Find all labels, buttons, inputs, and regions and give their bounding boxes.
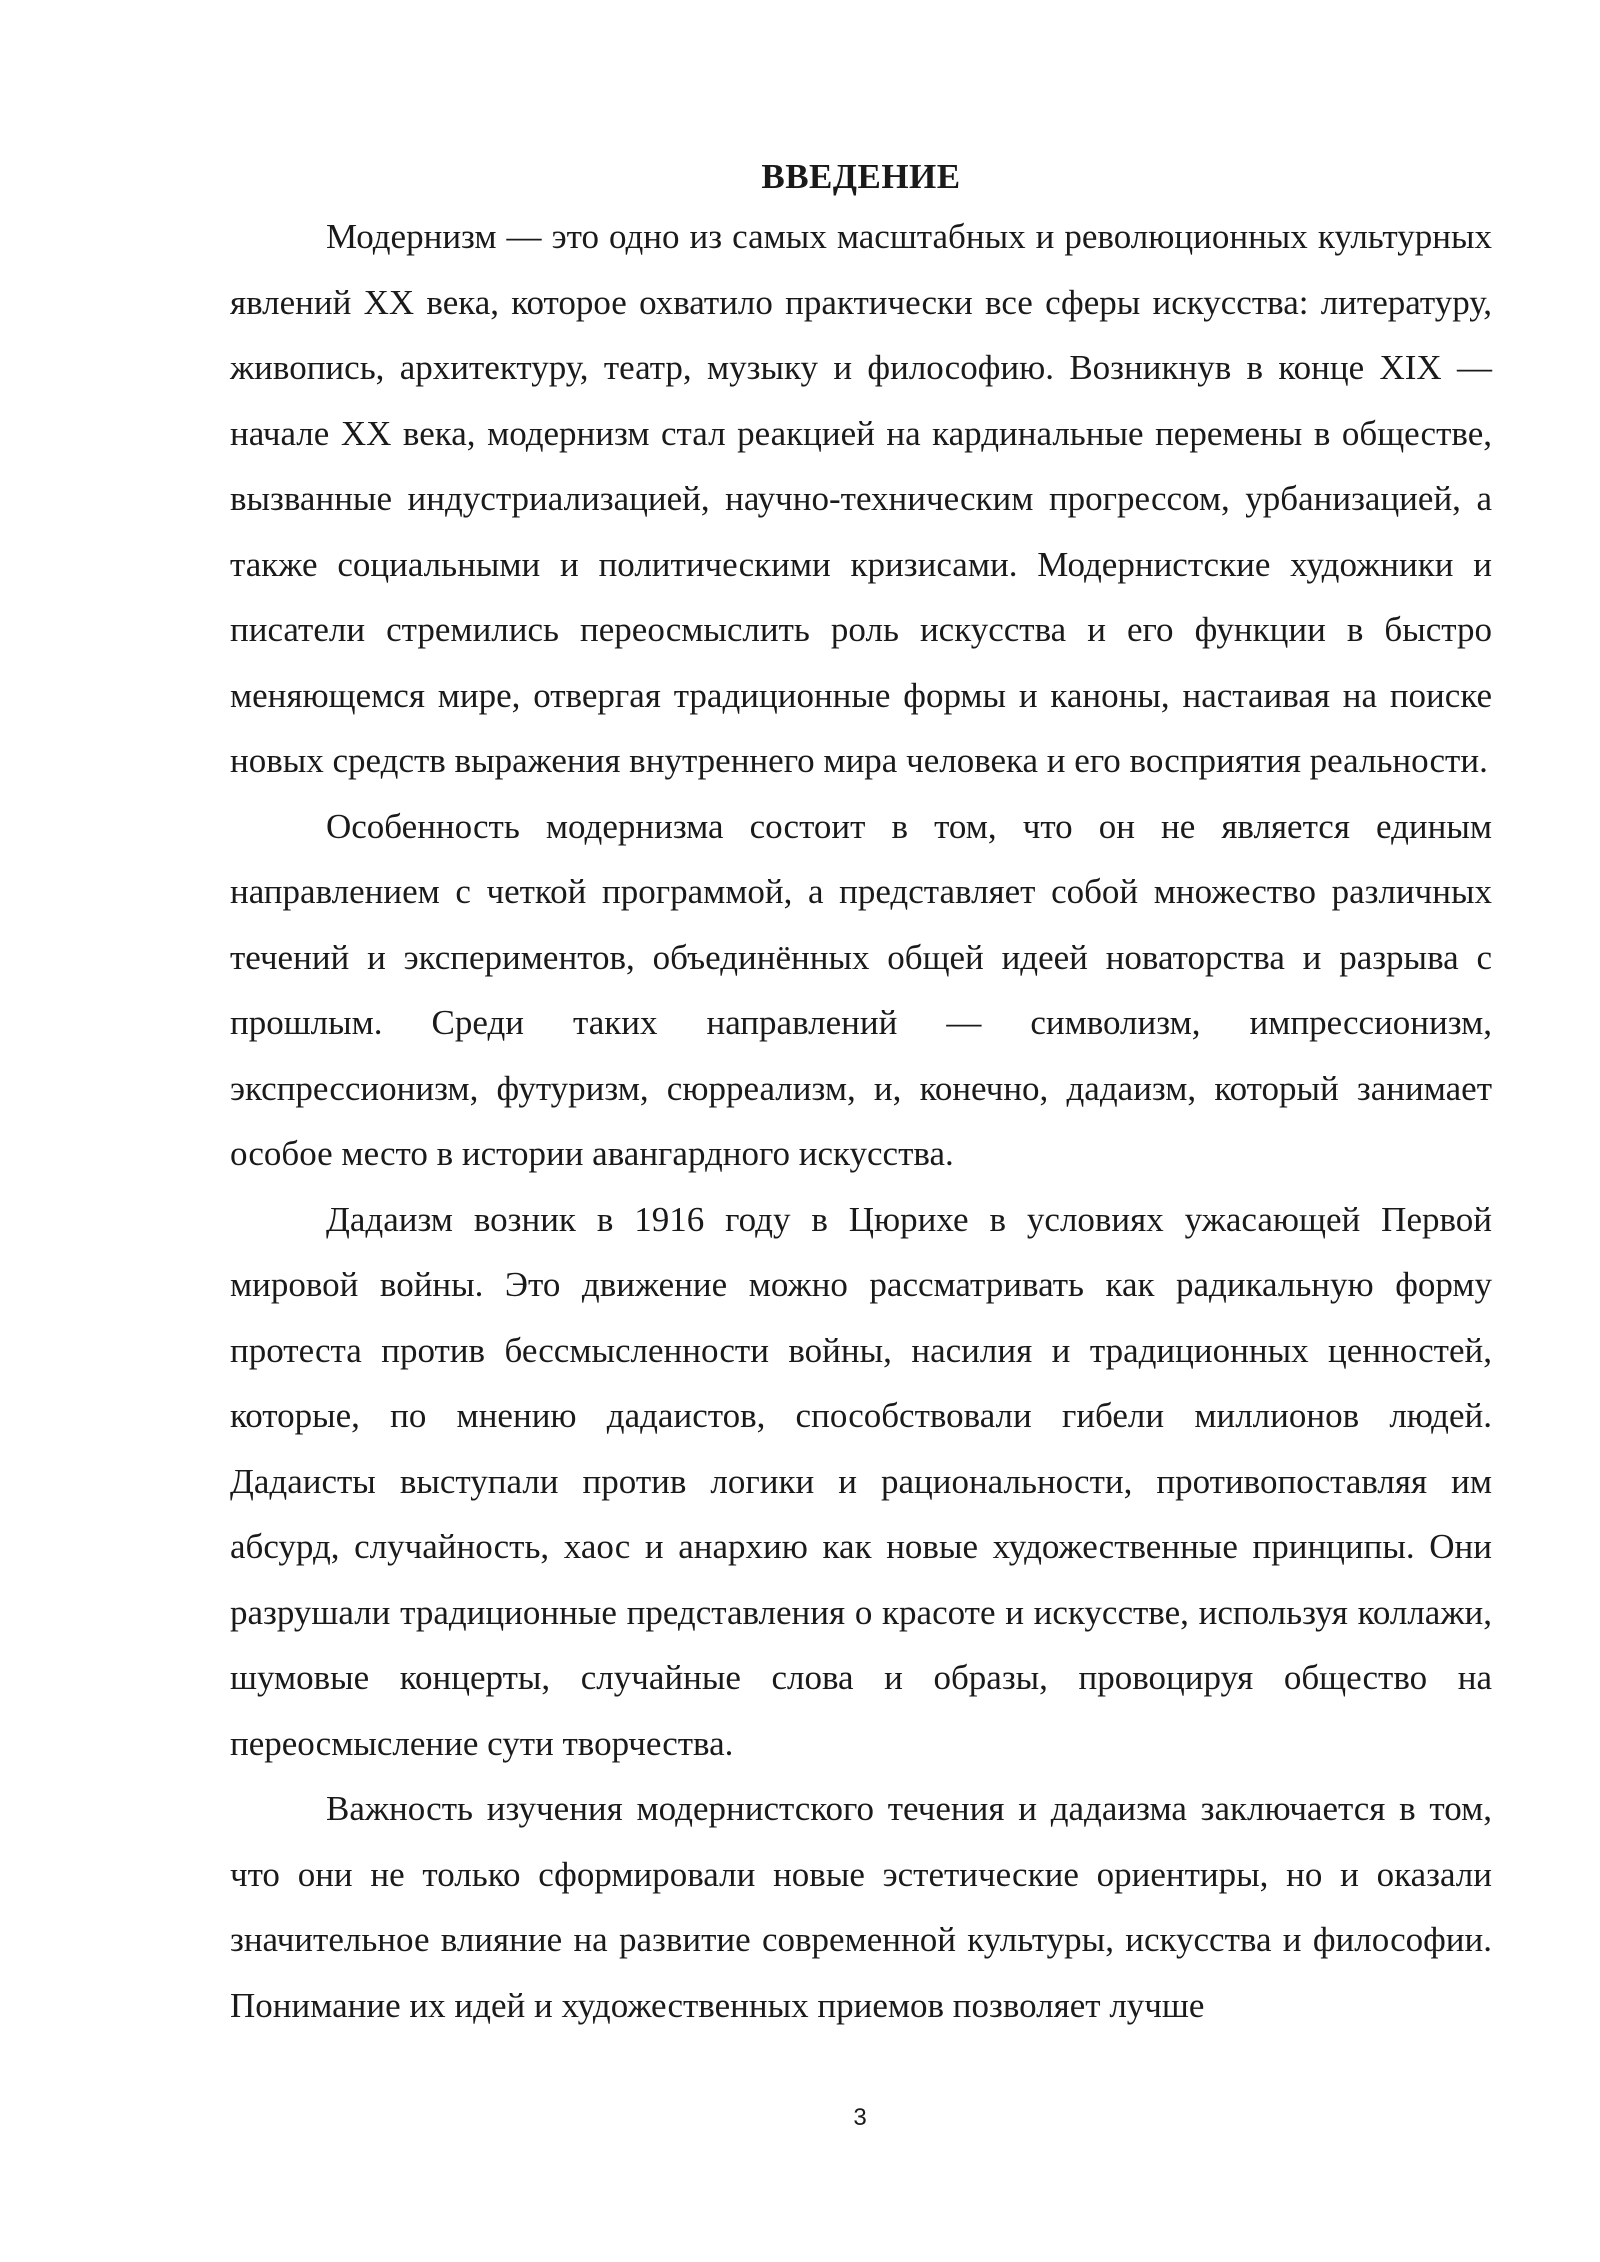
paragraph-2: Особенность модернизма состоит в том, что он не является единым направлением с четкой программой, а представляет собой множество различных течений и экспериментов, объединённых общей идеей новаторства и разрыва с прошлым. Среди таких направлений — символизм, импрессионизм, экспрессионизм, футуризм, сюрреализм, и, конечно, дадаизм, который занимает особое место в истории авангардного искусства. [230, 806, 1492, 1173]
page-number: 3 [853, 2104, 867, 2131]
paragraph-3: Дадаизм возник в 1916 году в Цюрихе в условиях ужасающей Первой мировой войны. Это движение можно рассматривать как радикальную форму протеста против бессмысленности войны, насилия и традиционных ценностей, которые, по мнению дадаистов, способствовали гибели миллионов людей. Дадаисты выступали против логики и рациональности, противопоставляя им абсурд, случайность, хаос и анархию как новые художественные принципы. Они разрушали традиционные представления о красоте и искусстве, используя коллажи, шумовые концерты, случайные слова и образы, провоцируя общество на переосмысление сути творчества. [230, 1199, 1492, 1763]
section-title: ВВЕДЕНИЕ [761, 157, 961, 196]
page-content [230, 150, 1492, 2038]
paragraph-4: Важность изучения модернистского течения и дадаизма заключается в том, что они не только сформировали новые эстетические ориентиры, но и оказали значительное влияние на развитие современной культуры, искусства и философии. Понимание их идей и художественных приемов позволяет лучше [230, 1789, 1492, 2025]
paragraph-1: Модернизм — это одно из самых масштабных и революционных культурных явлений XX века, которое охватило практически все сферы искусства: литературу, живопись, архитектуру, театр, музыку и философию. Возникнув в конце XIX — начале XX века, модернизм стал реакцией на кардинальные перемены в обществе, вызванные индустриализацией, научно-техническим прогрессом, урбанизацией, а также социальными и политическими кризисами. Модернистские художники и писатели стремились переосмыслить роль искусства и его функции в быстро меняющемся мире, отвергая традиционные формы и каноны, настаивая на поиске новых средств выражения внутреннего мира человека и его восприятия реальности. [230, 217, 1492, 780]
